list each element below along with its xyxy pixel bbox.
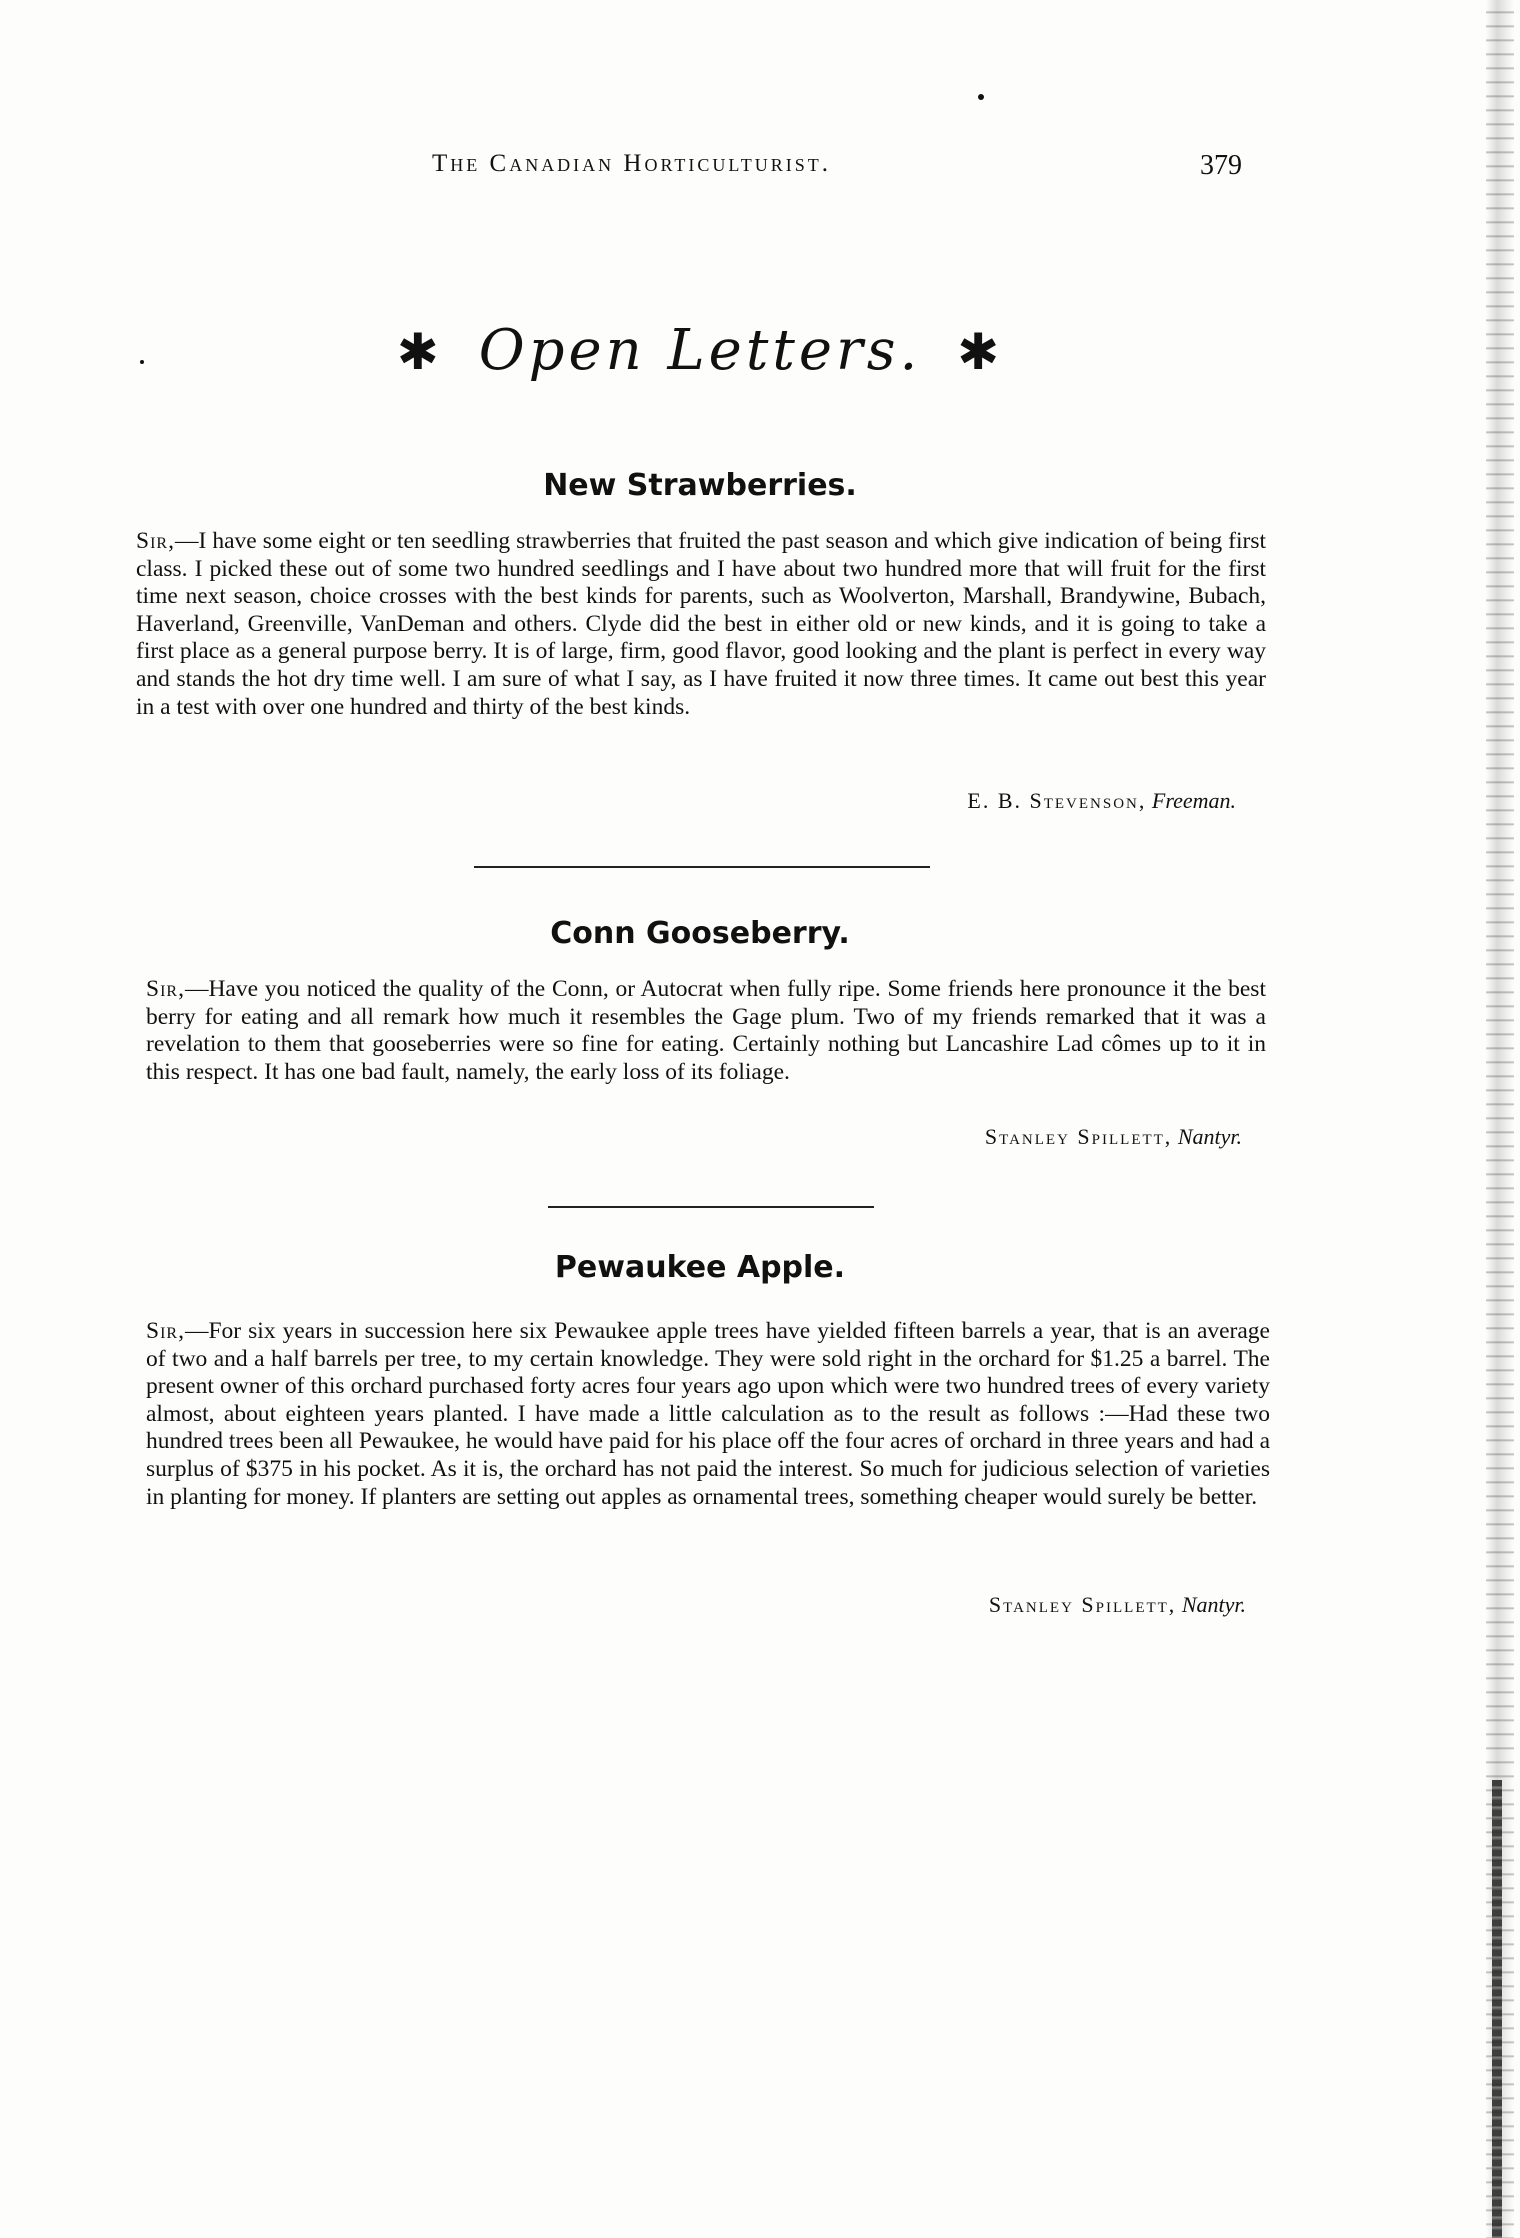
signature-place: Nantyr. (1177, 1124, 1242, 1149)
ornament-star-icon: ✱ (957, 323, 1004, 381)
scan-speck (978, 94, 984, 100)
letter-salutation: Sir, (136, 528, 175, 554)
letter-signature (600, 1124, 1242, 1150)
running-head: The Canadian Horticulturist. (432, 150, 831, 177)
letter-headline: Conn Gooseberry. (550, 916, 850, 951)
letter-body (146, 1318, 1270, 1511)
signature-name: E. B. Stevenson, (967, 788, 1147, 813)
section-title-text: Open Letters. (478, 318, 922, 383)
signature-place: Nantyr. (1181, 1592, 1246, 1617)
letter-text: —For six years in succession here six Pewaukee apple trees have yielded fifteen barrels a year, that is an average of two and a half barrels per tree, to my certain knowledge. They were sold right in the orchard for $1.25 a barrel. The present owner of this orchard purchased forty acres four years ago upon which were two hundred trees of every variety almost, about eighteen years planted. I have made a little calculation as to the result as follows :—Had these two hundred trees been all Pewaukee, he would have paid for his place off the four acres of orchard in three years and had a surplus of $375 in his pocket. As it is, the orchard has not paid the interest. So much for judicious selection of varieties in planting for money. If planters are setting out apples as ornamental trees, something cheaper would surely be better. (146, 1318, 1270, 1510)
divider-rule (548, 1206, 874, 1208)
letter-headline: New Strawberries. (543, 468, 857, 503)
scan-binding-artifact (1492, 1780, 1502, 2238)
letter-text: —Have you noticed the quality of the Conn, or Autocrat when fully ripe. Some friends here pronounce it the best berry for eating and all remark how much it resembles the Gage plum. Two of my friends remarked that it was a revelation to them that gooseberries were so fine for eating. Certainly nothing but Lancashire Lad cômes up to it in this respect. It has one bad fault, namely, the early loss of its foliage. (146, 976, 1266, 1085)
signature-name: Stanley Spillett, (988, 1592, 1177, 1617)
letter-salutation: Sir, (146, 976, 185, 1002)
divider-rule (474, 866, 930, 868)
signature-place: Freeman. (1151, 788, 1236, 813)
letter-body (146, 976, 1266, 1086)
signature-name: Stanley Spillett, (984, 1124, 1173, 1149)
page-number: 379 (1200, 150, 1242, 181)
letter-text: —I have some eight or ten seedling strawberries that fruited the past season and which give indication of being first class. I picked these out of some two hundred seedlings and I have about two hundred more that will fruit for the first time next season, choice crosses with the best kinds for parents, such as Woolverton, Marshall, Brandywine, Bubach, Haverland, Greenville, VanDeman and others. Clyde did the best in either old or new kinds, and it is going to take a first place as a general purpose berry. It is of large, firm, good flavor, good looking and the plant is perfect in every way and stands the hot dry time well. I am sure of what I say, as I have fruited it now three times. It came out best this year in a test with over one hundred and thirty of the best kinds. (136, 528, 1266, 720)
letter-headline: Pewaukee Apple. (554, 1250, 846, 1285)
letter-signature (600, 1592, 1246, 1618)
letter-body (136, 528, 1266, 721)
ornament-star-icon: ✱ (396, 323, 443, 381)
letter-signature (600, 788, 1236, 814)
letter-salutation: Sir, (146, 1318, 185, 1344)
section-title (0, 318, 1400, 383)
